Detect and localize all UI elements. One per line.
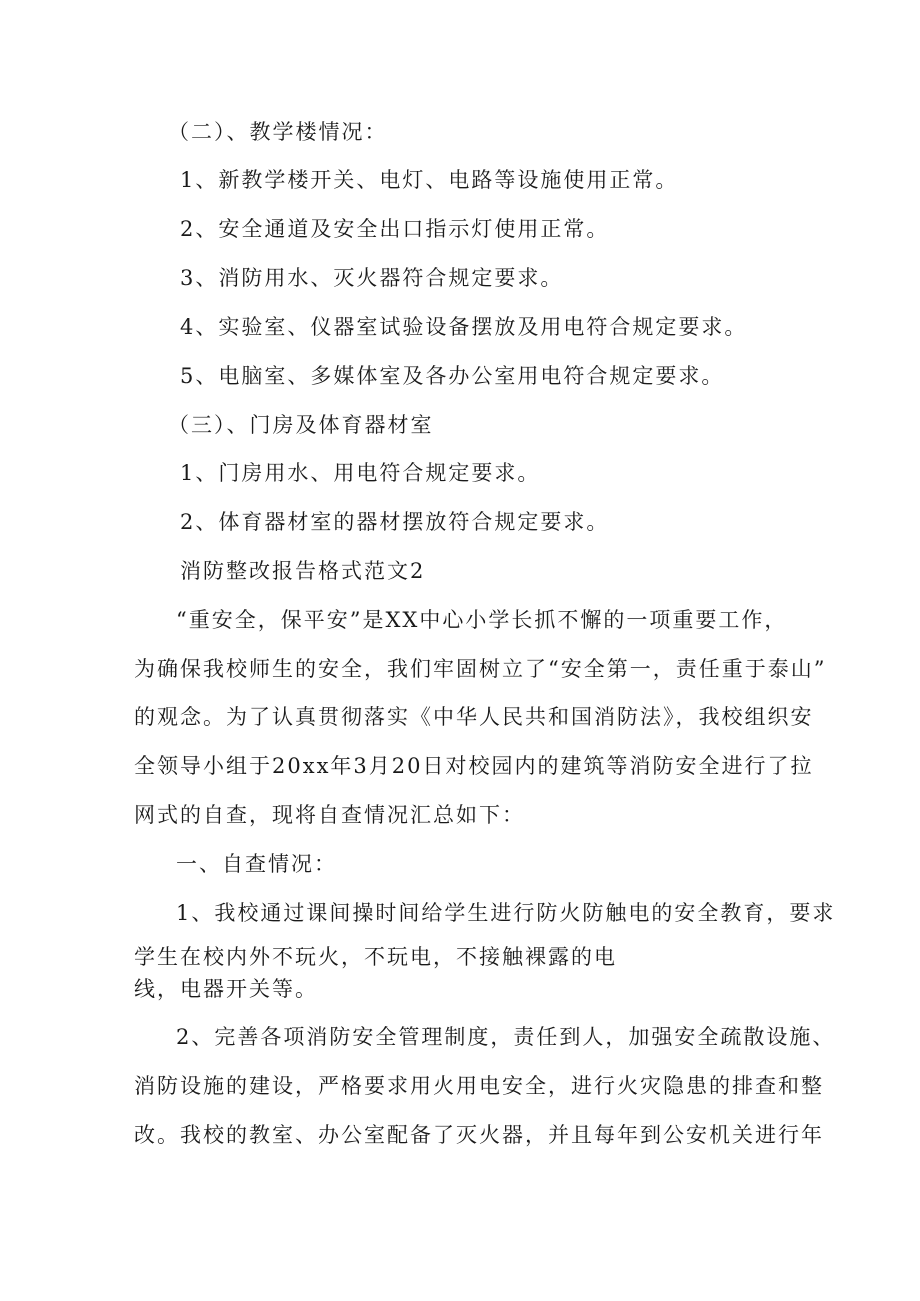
paragraph-line: 消防设施的建设，严格要求用火用电安全，进行火灾隐患的排查和整 xyxy=(134,1074,824,1098)
list-item: 2、体育器材室的器材摆放符合规定要求。 xyxy=(180,510,610,534)
paragraph-line: 改。我校的教室、办公室配备了灭火器，并且每年到公安机关进行年 xyxy=(134,1123,824,1147)
list-item: 1、新教学楼开关、电灯、电路等设施使用正常。 xyxy=(180,168,679,192)
section-heading-teaching-building: （二）、教学楼情况： xyxy=(168,120,388,144)
paragraph-line: 网式的自查，现将自查情况汇总如下： xyxy=(134,803,525,827)
list-item: 3、消防用水、灭火器符合规定要求。 xyxy=(180,266,564,290)
paragraph-line: 为确保我校师生的安全，我们牢固树立了“安全第一，责任重于泰山” xyxy=(134,657,827,681)
article-title: 消防整改报告格式范文2 xyxy=(180,559,426,583)
list-item: 1、门房用水、用电符合规定要求。 xyxy=(180,461,541,485)
section-heading-gatehouse: （三）、门房及体育器材室 xyxy=(168,413,434,437)
paragraph-line: 线，电器开关等。 xyxy=(134,977,318,1001)
list-item: 5、电脑室、多媒体室及各办公室用电符合规定要求。 xyxy=(180,364,725,388)
list-item: 2、安全通道及安全出口指示灯使用正常。 xyxy=(180,217,610,241)
paragraph-line: 1、我校通过课间操时间给学生进行防火防触电的安全教育，要求 xyxy=(176,901,836,925)
section-heading-self-inspection: 一、自查情况： xyxy=(176,852,337,876)
paragraph-line: 学生在校内外不玩火，不玩电，不接触裸露的电 xyxy=(134,945,617,969)
paragraph-line: 全领导小组于20xx年3月20日对校园内的建筑等消防安全进行了拉 xyxy=(134,754,814,778)
paragraph-line: 2、完善各项消防安全管理制度，责任到人，加强安全疏散设施、 xyxy=(176,1025,836,1049)
paragraph-line: “重安全，保平安”是XX中心小学长抓不懈的一项重要工作， xyxy=(176,608,788,632)
list-item: 4、实验室、仪器室试验设备摆放及用电符合规定要求。 xyxy=(180,315,748,339)
paragraph-line: 的观念。为了认真贯彻落实《中华人民共和国消防法》，我校组织安 xyxy=(134,705,814,729)
